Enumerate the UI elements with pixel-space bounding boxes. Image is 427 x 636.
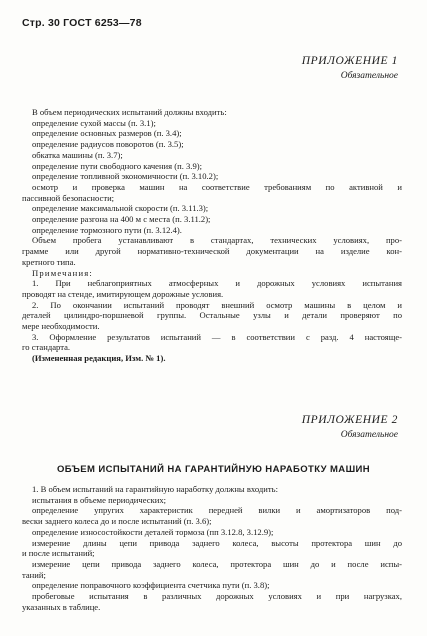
revision-note: (Измененная редакция, Изм. № 1). [32, 353, 166, 364]
list-item: определение топливной экономичности (п. 3.10.2); [32, 171, 219, 182]
page-header: Стр. 30 ГОСТ 6253—78 [22, 17, 142, 29]
note-3-line-2: го стандарта. [22, 342, 71, 353]
list-item: пробеговые испытания в различных дорожных условиях и при нагрузках, [32, 591, 402, 602]
list-item-continuation: указанных в таблице. [22, 601, 101, 612]
safety-line-2: пассивной безопасности; [22, 192, 115, 203]
scope-line-1: Объем пробега устанавливают в стандартах, технических условиях, про- [32, 235, 402, 246]
list-item: обкатка машины (п. 3.7); [32, 149, 123, 160]
note-1-line-1: 1. При неблагоприятных атмосферных и дорожных условиях испытания [32, 278, 402, 289]
note-3-line-1: 3. Оформление результатов испытаний — в соответствии с разд. 4 настояще- [32, 331, 402, 342]
appendix-2-heading [302, 412, 398, 442]
list-item: измерение длины цепи привода заднего колеса, высоты протектора шин до [32, 537, 402, 548]
appendix-2-body [22, 484, 402, 612]
list-item: определение основных размеров (п. 3.4); [32, 128, 182, 139]
intro-line: В объем периодических испытаний должны входить: [32, 107, 227, 117]
appendix-1-body [22, 107, 402, 364]
list-item: определение сухой массы (п. 3.1); [32, 117, 156, 128]
scope-line-2: грамме или другой нормативно-технической документации на изделие кон- [22, 246, 402, 257]
note-2-line-3: мере необходимости. [22, 321, 100, 332]
note-2-line-2: деталей цилиндро-поршневой группы. Остальные узлы и детали проверяют по [22, 310, 402, 321]
list-item-continuation: и после испытаний; [22, 548, 95, 559]
section-title: ОБЪЕМ ИСПЫТАНИЙ НА ГАРАНТИЙНУЮ НАРАБОТКУ МАШИН [56, 464, 371, 475]
safety-line-1: осмотр и проверка машин на соответствие требованиям по активной и [32, 181, 402, 192]
note-1-line-2: проводят на стенде, имитирующем дорожные условия. [22, 288, 224, 299]
list-item-continuation: таний; [22, 569, 46, 580]
list-item: определение поправочного коэффициента счетчика пути (п. 3.8); [32, 580, 270, 591]
list-item: определение тормозного пути (п. 3.12.4). [32, 224, 182, 235]
notes-title: Примечания: [32, 267, 94, 278]
paragraph-1: 1. В объем испытаний на гарантийную наработку должны входить: [32, 484, 278, 494]
list-item: определение разгона на 400 м с места (п. 3.11.2); [32, 214, 211, 225]
note-2-line-1: 2. По окончании испытаний проводят внешний осмотр машины в целом и [32, 299, 402, 310]
list-item: определение радиусов поворотов (п. 3.5); [32, 139, 184, 150]
list-item-continuation: вески заднего колеса до и после испытаний (п. 3.6); [22, 516, 212, 527]
list-item: определение износостойкости деталей тормоза (пп 3.12.8, 3.12.9); [32, 526, 274, 537]
scope-line-3: кретного типа. [22, 256, 76, 267]
appendix-1-heading [302, 53, 398, 83]
list-item: испытания в объеме периодических; [32, 494, 167, 505]
appendix-2-title: ПРИЛОЖЕНИЕ 2 [301, 414, 398, 426]
appendix-2-subtitle: Обязательное [340, 430, 398, 440]
list-item: измерение цепи привода заднего колеса, протектора шин до и после испы- [32, 558, 402, 569]
appendix-1-subtitle: Обязательное [340, 71, 398, 81]
list-item: определение максимальной скорости (п. 3.11.3); [32, 203, 209, 214]
list-item: определение упругих характеристик передней вилки и амортизаторов под- [32, 505, 402, 516]
list-item: определение пути свободного качения (п. 3.9); [32, 160, 202, 171]
appendix-1-title: ПРИЛОЖЕНИЕ 1 [301, 55, 398, 67]
